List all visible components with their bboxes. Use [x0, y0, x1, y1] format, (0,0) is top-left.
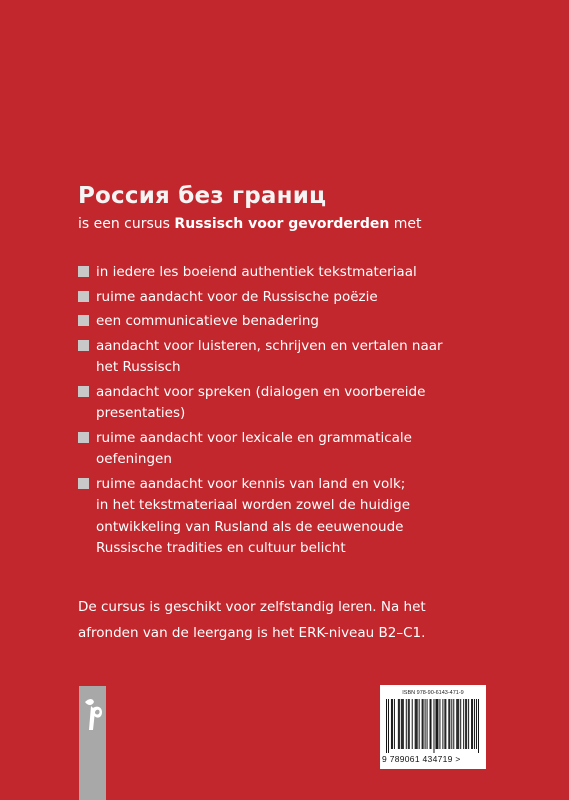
isbn-text: ISBN 978-90-6143-471-9 [402, 690, 464, 696]
list-item-text: Russische tradities en cultuur belicht [96, 540, 346, 556]
list-item-text: in iedere les boeiend authentiek tekstmateriaal [96, 264, 417, 280]
list-item-text: presentaties) [96, 405, 186, 421]
list-item-text: ruime aandacht voor de Russische poëzie [96, 288, 378, 305]
subtitle-part-1: is een cursus [78, 216, 175, 232]
list-item-text: in het tekstmateriaal worden zowel de huidige [96, 497, 410, 513]
publisher-logo-bar [79, 686, 106, 800]
list-item [78, 336, 478, 379]
p-leaf-logo-icon [79, 686, 106, 746]
closing-line: De cursus is geschikt voor zelfstandig leren. Na het [78, 599, 426, 615]
isbn-barcode [380, 685, 486, 769]
list-item-text: aandacht voor luisteren, schrijven en vertalen naar [96, 337, 443, 354]
list-item [78, 474, 478, 560]
bullet-square-icon [78, 315, 89, 326]
list-item [78, 311, 478, 333]
list-item-text: ruime aandacht voor lexicale en grammaticale [96, 429, 412, 446]
barcode-bars [386, 699, 480, 753]
bullet-square-icon [78, 432, 89, 443]
list-item-text: het Russisch [96, 359, 181, 375]
bullet-square-icon [78, 478, 89, 489]
bullet-square-icon [78, 291, 89, 302]
subtitle-part-2: Russisch voor gevorderden [174, 216, 390, 232]
subtitle [78, 216, 422, 232]
barcode-digits: 9 789061 434719 > [382, 754, 461, 764]
list-item [78, 428, 478, 471]
bullet-square-icon [78, 340, 89, 351]
subtitle-part-3: met [389, 216, 422, 232]
closing-paragraph [78, 594, 488, 646]
list-item-text: een communicatieve benadering [96, 313, 319, 329]
list-item-text: ruime aandacht voor kennis van land en volk; [96, 475, 406, 492]
list-item-text: aandacht voor spreken (dialogen en voorbereide [96, 383, 426, 400]
list-item [78, 382, 478, 425]
bullet-square-icon [78, 386, 89, 397]
book-title: Россия без границ [78, 183, 327, 209]
list-item-text: ontwikkeling van Rusland als de eeuwenoude [96, 518, 404, 535]
bullet-square-icon [78, 266, 89, 277]
feature-list [78, 262, 478, 563]
list-item [78, 287, 478, 309]
closing-line: afronden van de leergang is het ERK-niveau B2–C1. [78, 625, 426, 641]
list-item [78, 262, 478, 284]
list-item-text: oefeningen [96, 451, 172, 467]
